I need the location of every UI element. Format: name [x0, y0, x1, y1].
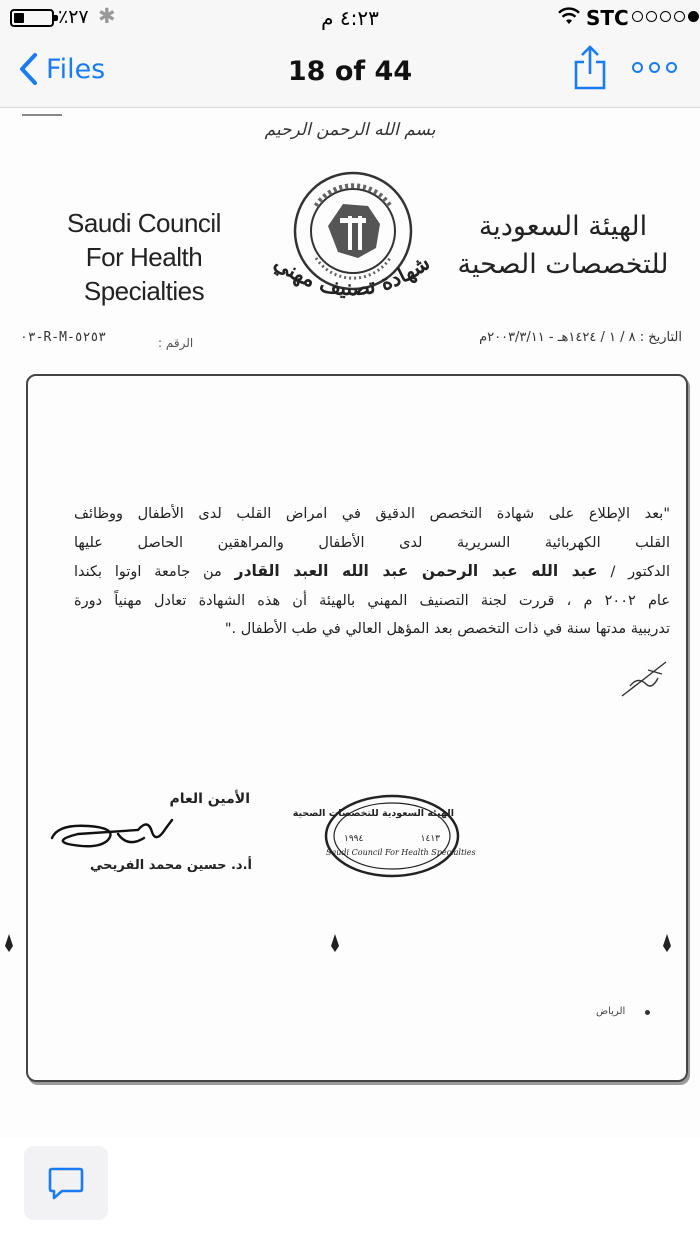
document-date: التاريخ : ٨ / ١ / ١٤٢٤هـ - ٢٠٠٣/٣/١١م: [479, 330, 682, 345]
org-name-english: [24, 206, 264, 308]
doctor-prefix: الدكتور /: [597, 564, 670, 580]
comment-icon: [46, 1163, 86, 1203]
punch-hole-mark: [4, 934, 14, 952]
back-chevron-icon: [18, 52, 38, 86]
more-icon[interactable]: [632, 62, 677, 73]
back-button[interactable]: [18, 52, 105, 86]
body-line-2: القلب الكهربائية السريرية لدى الأطفال والمراهقين الحاصل عليها: [74, 534, 670, 551]
org-name-english-line2: For Health Specialties: [83, 242, 205, 306]
signal-dots-icon: [632, 11, 699, 22]
navigation-bar: [0, 36, 700, 108]
back-label: Files: [46, 53, 106, 85]
scan-artifact: [22, 114, 62, 116]
reference-label: الرقم :: [158, 336, 194, 350]
org-name-english-line1: Saudi Council: [67, 208, 221, 238]
basmala: بسم الله الرحمن الرحيم: [264, 120, 436, 140]
signatory-name: أ.د. حسين محمد الفريحي: [89, 858, 252, 873]
city-footer: الرياض: [596, 1006, 626, 1017]
org-name-arabic: [448, 208, 678, 284]
stamp-years: [344, 834, 440, 844]
svg-text:شهادة تصنيف مهني: شهادة تصنيف مهني: [269, 249, 435, 301]
stamp-text-english: Saudi Council For Health Specialties: [326, 848, 476, 857]
punch-hole-mark: [330, 934, 340, 952]
signatory-title: الأمين العام: [169, 791, 250, 807]
body-line-5: تدريبية مدتها سنة في ذات التخصص بعد المؤهل العالي في طب الأطفال .": [224, 621, 670, 637]
doctor-name: عبد الله عبد الرحمن عبد الله العبد القادر: [234, 562, 598, 580]
share-icon[interactable]: [570, 44, 610, 92]
seal-caption: [262, 240, 442, 310]
battery-percentage: ٪٢٧: [58, 6, 89, 28]
wifi-icon: [557, 6, 581, 26]
bullet-dot: [645, 1010, 650, 1015]
org-name-arabic-line1: الهيئة السعودية: [478, 211, 648, 242]
bluetooth-icon: ✱: [98, 4, 116, 28]
org-name-arabic-line2: للتخصصات الصحية: [457, 249, 669, 280]
bottom-toolbar: [0, 1138, 700, 1244]
comment-button[interactable]: [24, 1146, 108, 1220]
doctor-university: من جامعة اوتوا بكندا: [74, 564, 235, 580]
handwritten-initials: [618, 656, 672, 700]
stamp-text-arabic: الهيئة السعودية للتخصصات الصحية: [292, 808, 454, 819]
handwritten-signature: [48, 808, 178, 858]
stamp-year-gregorian: ١٩٩٤: [344, 834, 364, 844]
body-line-3: [74, 557, 670, 587]
body-line-4: عام ٢٠٠٢ م ، قررت لجنة التصنيف المهني بالهيئة أن هذه الشهادة تعادل مهنياً دورة: [74, 592, 670, 609]
body-line-1: "بعد الإطلاع على شهادة التخصص الدقيق في امراض القلب لدى الأطفال ووظائف: [74, 506, 670, 522]
punch-hole-mark: [662, 934, 672, 952]
status-bar: [0, 0, 700, 36]
document-page[interactable]: [0, 108, 700, 1138]
page-title: 18 of 44: [287, 56, 413, 87]
stamp-year-hijri: ١٤١٣: [420, 834, 440, 844]
clock: ٤:٢٣ م: [321, 6, 379, 30]
carrier-name: STC: [586, 6, 629, 30]
reference-number: ٠٣-R-M-٥٢٥٣: [20, 330, 107, 345]
certificate-frame: [26, 374, 688, 1082]
certificate-body: [74, 500, 670, 644]
